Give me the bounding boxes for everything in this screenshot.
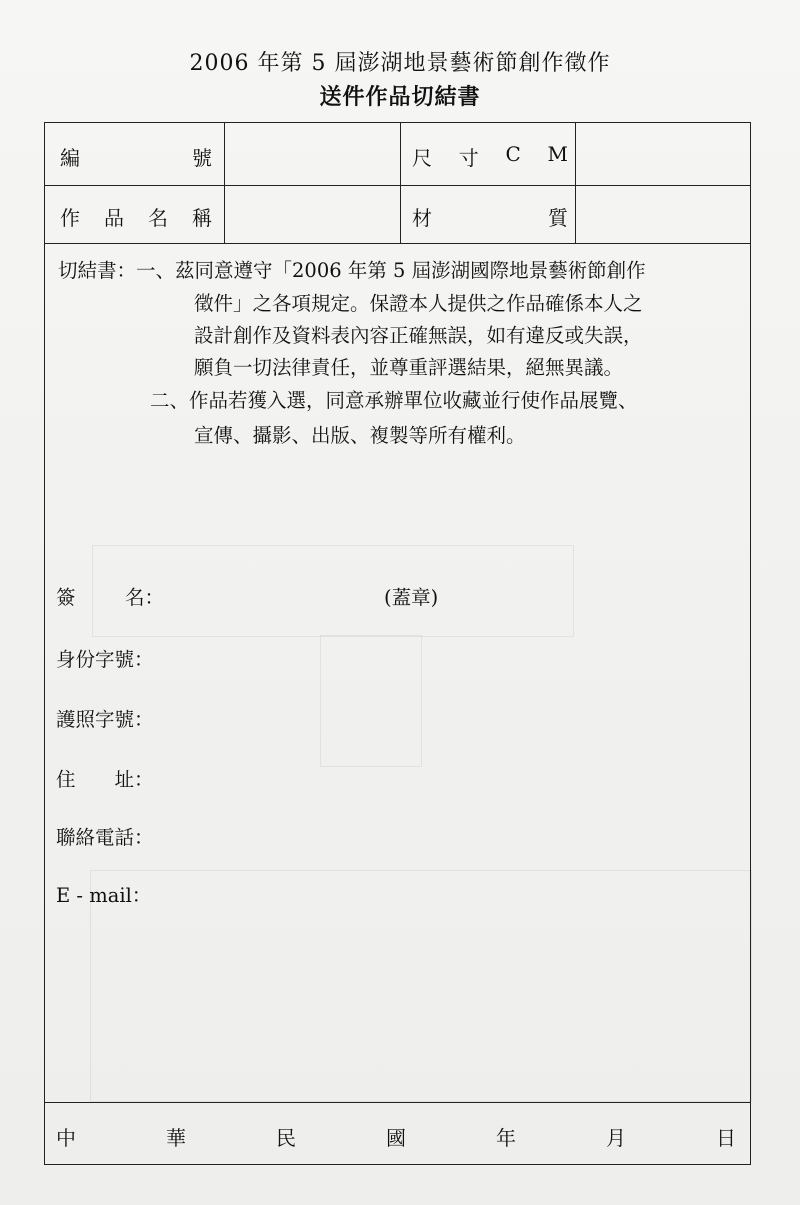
pledge-line-4: 願負一切法律責任，並尊重評選結果，絕無異議。 (194, 356, 624, 379)
table-row-divider (45, 185, 750, 186)
date-char: 華 (166, 1126, 186, 1150)
pledge-line-5: 二、作品若獲入選，同意承辦單位收藏並行使作品展覽、 (150, 389, 638, 412)
address-label: 住 址： (56, 768, 154, 791)
work-name-label: 作 品 名 稱 (60, 206, 212, 230)
email-label: E - mail： (56, 884, 152, 907)
pledge-line-3: 設計創作及資料表內容正確無誤，如有違反或失誤， (194, 324, 643, 347)
table-column-divider (575, 123, 576, 243)
pledge-line-2: 徵件」之各項規定。保證本人提供之作品確係本人之 (194, 292, 643, 315)
date-char: 中 (56, 1126, 76, 1150)
document-title: 2006 年第 5 屆澎湖地景藝術節創作徵作 (189, 51, 611, 76)
date-char: 民 (276, 1126, 296, 1150)
date-char: 日 (716, 1126, 736, 1150)
stamp-note: (蓋章) (384, 586, 439, 609)
date-char: 國 (386, 1126, 406, 1150)
id-number-label: 身份字號： (56, 648, 154, 671)
pledge-line-6: 宣傳、攝影、出版、複製等所有權利。 (194, 424, 526, 447)
pledge-line-1: 切結書：一、茲同意遵守「2006 年第 5 屆澎湖國際地景藝術節創作 (58, 259, 646, 282)
passport-label: 護照字號： (56, 708, 154, 731)
material-label: 材 質 (412, 206, 568, 230)
date-char: 月 (606, 1126, 626, 1150)
table-column-divider (400, 123, 401, 243)
table-column-divider (224, 123, 225, 243)
date-row-divider (45, 1102, 750, 1103)
table-row-divider (45, 243, 750, 244)
size-label: 尺 寸 C M (412, 142, 568, 170)
date-char: 年 (496, 1126, 516, 1150)
date-row (56, 1122, 736, 1151)
number-label: 編 號 (60, 146, 212, 170)
document-subtitle: 送件作品切結書 (319, 84, 481, 110)
signature-label: 簽 名： (56, 586, 164, 609)
phone-label: 聯絡電話： (56, 826, 154, 849)
